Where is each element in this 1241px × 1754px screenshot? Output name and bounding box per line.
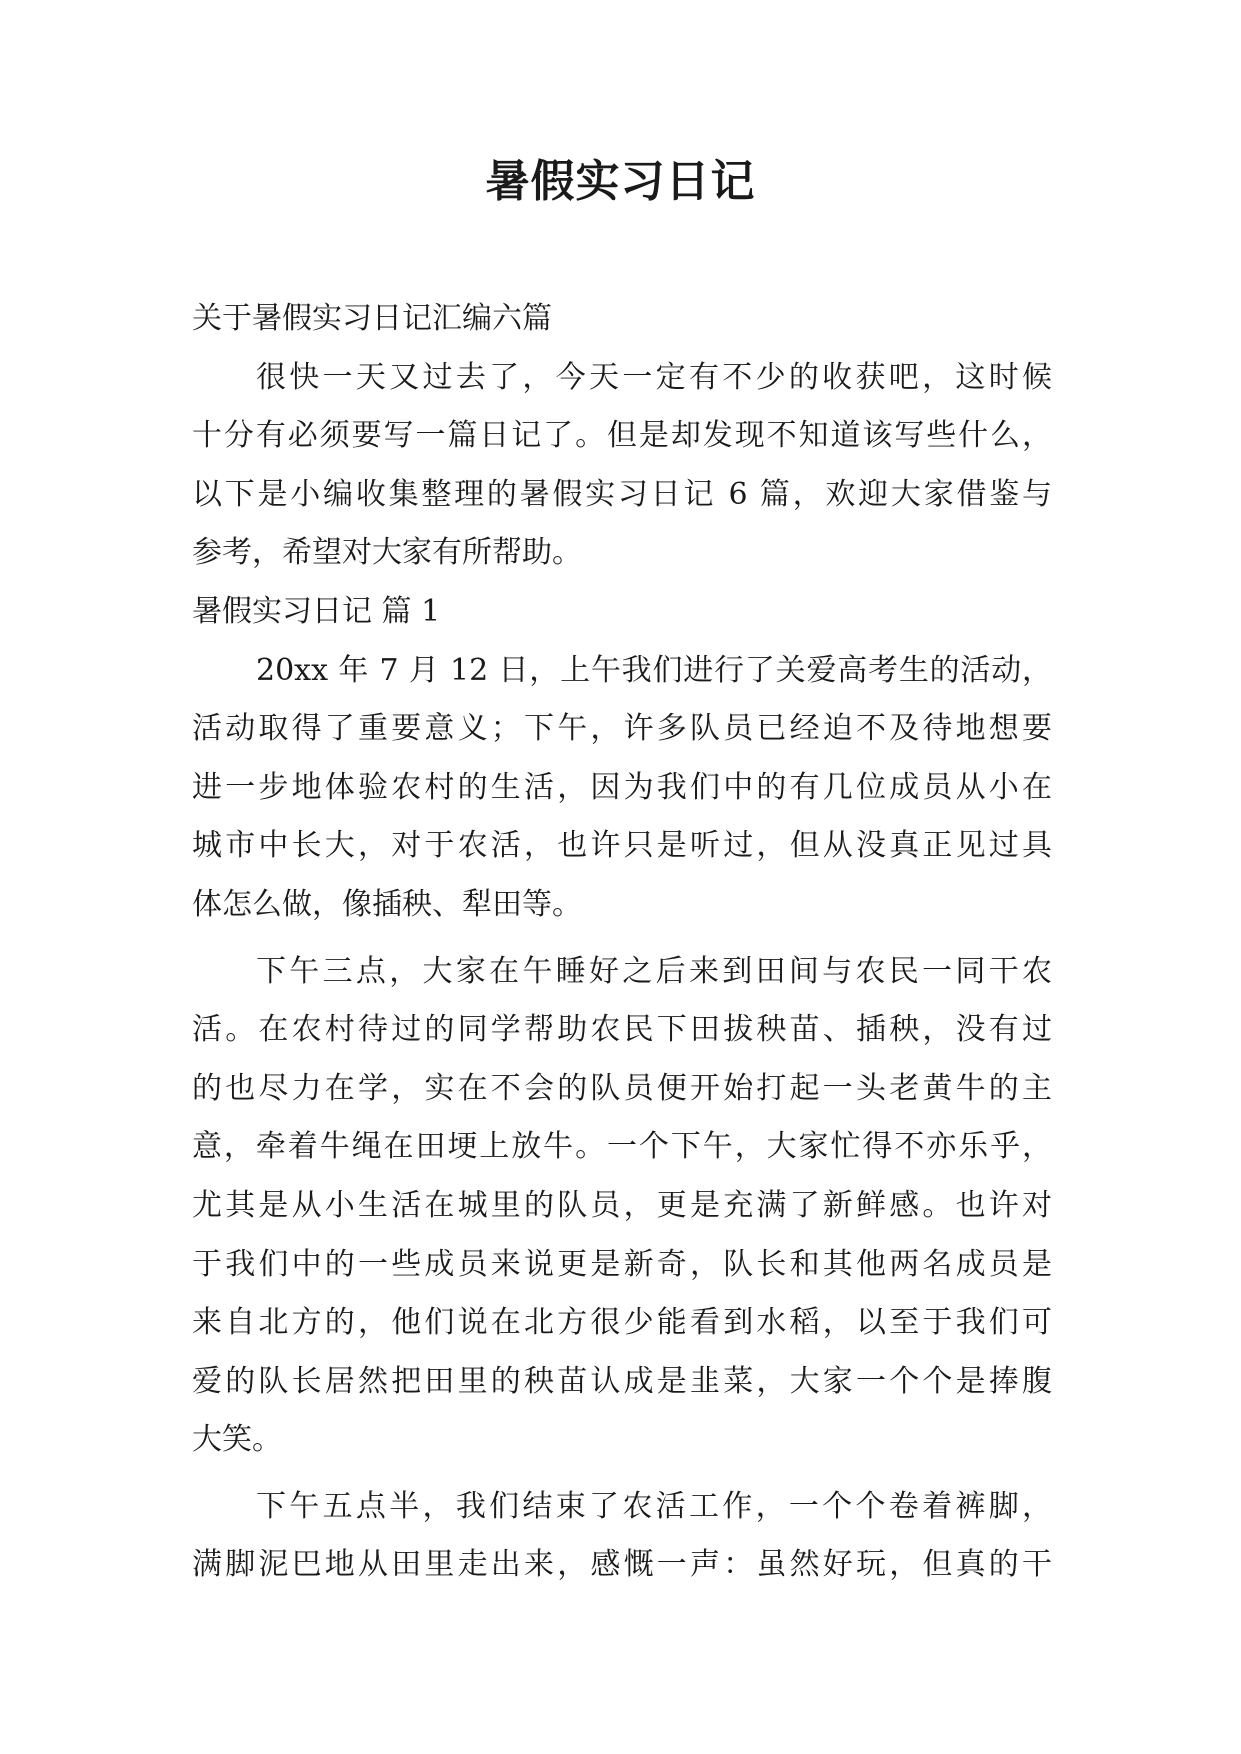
text-line: 下午五点半，我们结束了农活工作，一个个卷着裤脚， [256,1488,1052,1524]
paragraph-3 [192,1478,1052,1595]
intro-paragraph [192,349,1052,583]
text-line: 来自北方的，他们说在北方很少能看到水稻，以至于我们可 [192,1305,1052,1341]
text-line: 城市中长大，对于农活，也许只是听过，但从没真正见过具 [192,828,1052,864]
text-line: 十分有必须要写一篇日记了。但是却发现不知道该写些什么， [192,418,1052,454]
text-line: 很快一天又过去了，今天一定有不少的收获吧，这时候 [256,359,1052,395]
document-subtitle: 关于暑假实习日记汇编六篇 [192,301,552,336]
section-heading: 暑假实习日记 篇 1 [192,593,441,629]
paragraph-gap [192,1470,1052,1478]
text-line: 于我们中的一些成员来说更是新奇，队长和其他两名成员是 [192,1246,1052,1282]
text-line: 活动取得了重要意义；下午，许多队员已经迫不及待地想要 [192,711,1052,747]
paragraph-1 [192,642,1052,935]
text-line: 意，牵着牛绳在田埂上放牛。一个下午，大家忙得不亦乐乎， [192,1129,1052,1165]
text-line: 下午三点，大家在午睡好之后来到田间与农民一同干农 [256,953,1052,989]
text-line: 满脚泥巴地从田里走出来，感慨一声：虽然好玩，但真的干 [192,1547,1052,1583]
text-line: 活。在农村待过的同学帮助农民下田拔秧苗、插秧，没有过 [192,1012,1052,1048]
text-line: 大笑。 [192,1422,282,1458]
text-line: 参考，希望对大家有所帮助。 [192,535,582,571]
text-line: 爱的队长居然把田里的秧苗认成是韭菜，大家一个个是捧腹 [192,1363,1052,1399]
document-title: 暑假实习日记 [485,156,756,207]
text-line: 以下是小编收集整理的暑假实习日记 6 篇，欢迎大家借鉴与 [192,476,1052,512]
text-line: 的也尽力在学，实在不会的队员便开始打起一头老黄牛的主 [192,1070,1052,1106]
text-line: 20xx 年 7 月 12 日，上午我们进行了关爱高考生的活动， [256,652,1052,688]
paragraph-gap [192,935,1052,943]
paragraph-2 [192,943,1052,1470]
text-line: 尤其是从小生活在城里的队员，更是充满了新鲜感。也许对 [192,1187,1052,1223]
document-body [192,290,1052,1595]
text-line: 进一步地体验农村的生活，因为我们中的有几位成员从小在 [192,769,1052,805]
text-line: 体怎么做，像插秧、犁田等。 [192,886,582,922]
